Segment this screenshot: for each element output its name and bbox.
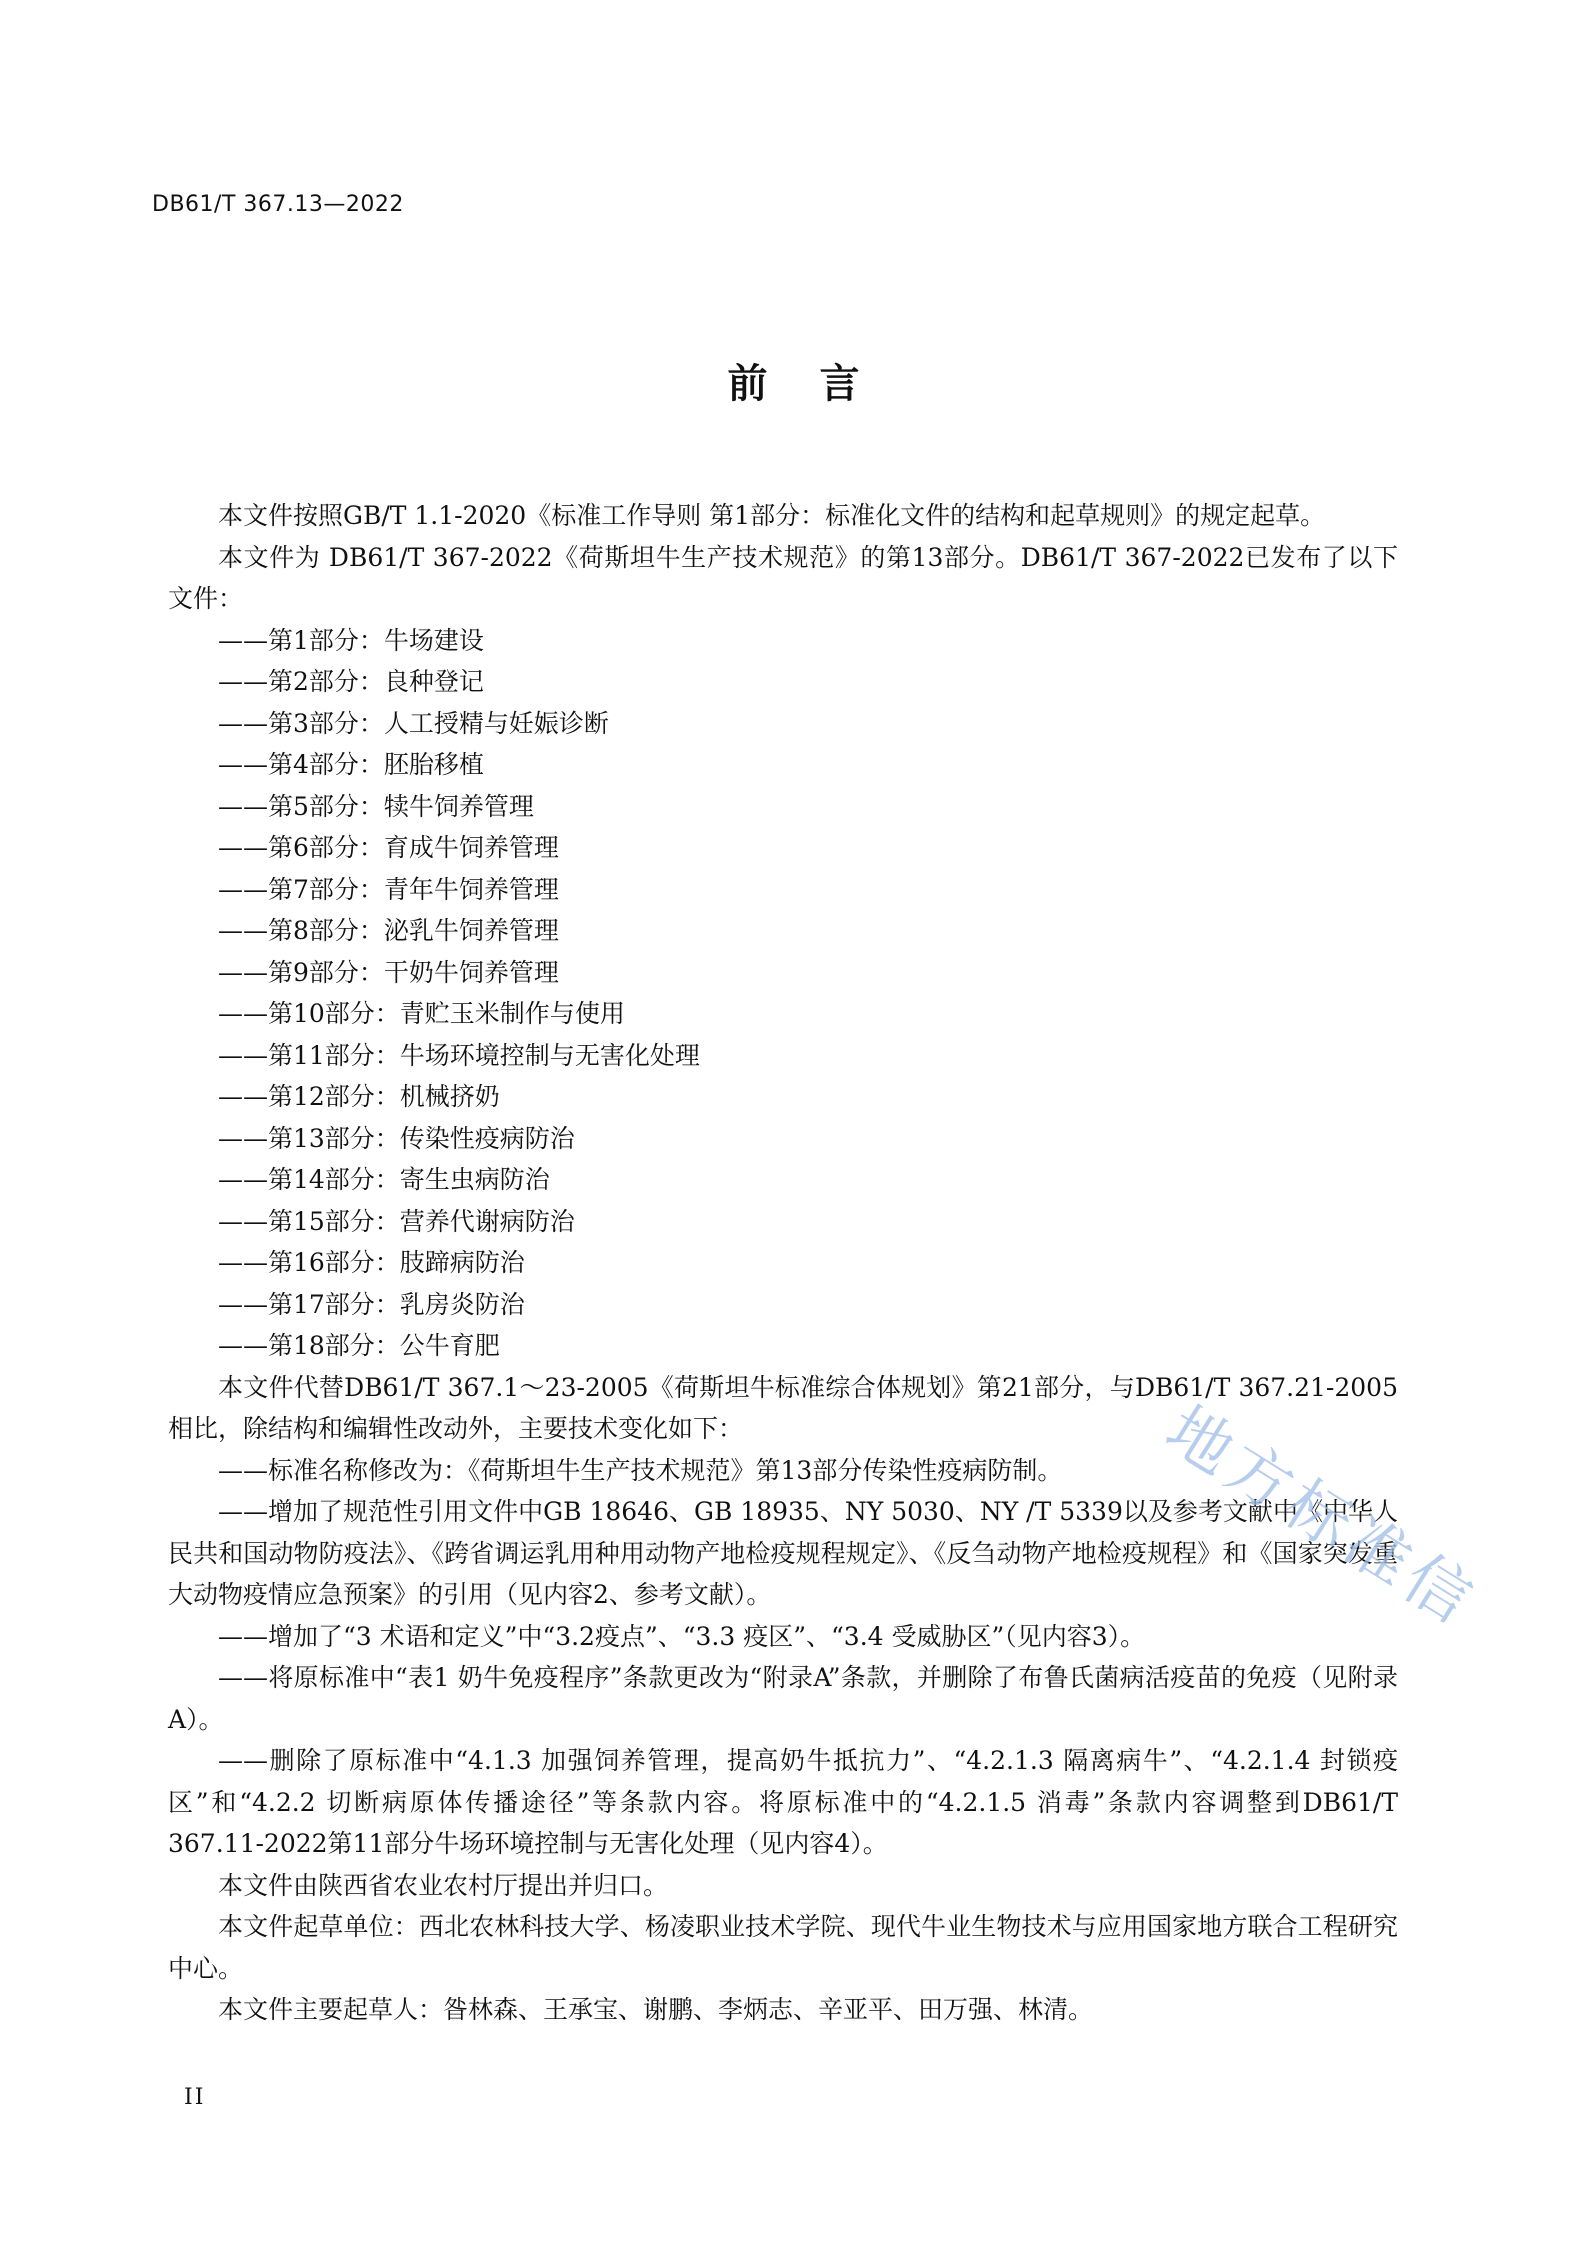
list-item: ——第4部分：胚胎移植 [218,750,484,779]
list-item: ——第10部分：青贮玉米制作与使用 [218,999,625,1028]
page-title: 前言 [727,361,912,407]
document-code: DB61/T 367.13—2022 [152,192,404,217]
list-item: ——第2部分：良种登记 [218,667,484,696]
list-item: ——第6部分：育成牛饲养管理 [218,833,559,862]
list-item: ——第18部分：公牛育肥 [218,1331,500,1360]
paragraph-replacement: 本文件代替DB61/T 367.1～23-2005《荷斯坦牛标准综合体规划》第21部分，与DB61/T 367.21-2005相比，除结构和编辑性改动外，主要技术变化如下： [168,1372,1398,1443]
change-item-terms: ——增加了“3 术语和定义”中“3.2疫点”、“3.3 疫区”、“3.4 受威胁区”（见内容3）。 [218,1621,1146,1651]
list-item: ——第12部分：机械挤奶 [218,1082,500,1111]
paragraph-drafting-units: 本文件起草单位：西北农林科技大学、杨凌职业技术学院、现代牛业生物技术与应用国家地方联合工程研究中心。 [168,1912,1398,1983]
list-item: ——第15部分：营养代谢病防治 [218,1206,575,1236]
list-item: ——第9部分：干奶牛饲养管理 [218,957,559,987]
change-item-title: ——标准名称修改为：《荷斯坦牛生产技术规范》第13部分传染性疫病防制。 [218,1455,1063,1485]
page-number: II [184,2085,206,2110]
watermark: 地方标准信 [1152,1392,1489,1641]
list-item: ——第16部分：肢蹄病防治 [218,1248,525,1277]
list-item: ——第14部分：寄生虫病防治 [218,1165,550,1194]
paragraph-drafting-basis: 本文件按照GB/T 1.1-2020《标准工作导则 第1部分：标准化文件的结构和起草规则》的规定起草。 [218,501,1326,530]
list-item: ——第17部分：乳房炎防治 [218,1289,525,1319]
paragraph-series-intro: 本文件为 DB61/T 367-2022《荷斯坦牛生产技术规范》的第13部分。DB61/T 367-2022已发布了以下文件： [168,542,1398,613]
document-body [168,495,1398,2031]
list-item: ——第11部分：牛场环境控制与无害化处理 [218,1040,700,1070]
change-item-deletions: ——删除了原标准中“4.1.3 加强饲养管理，提高奶牛抵抗力”、“4.2.1.3 隔离病牛”、“4.2.1.4 封锁疫区”和“4.2.2 切断病原体传播途径”等条款内容。将原标准中的“4.2.1.5 消毒”条款内容调整到DB61/T 367.11-2022第11部分牛场环境控制与无害化处理（见内容4）。 [168,1746,1398,1858]
list-item: ——第8部分：泌乳牛饲养管理 [218,916,559,945]
list-item: ——第13部分：传染性疫病防治 [218,1123,575,1153]
change-item-appendix: ——将原标准中“表1 奶牛免疫程序”条款更改为“附录A”条款，并删除了布鲁氏菌病活疫苗的免疫（见附录A）。 [168,1663,1398,1734]
paragraph-drafters: 本文件主要起草人：昝林森、王承宝、谢鹏、李炳志、辛亚平、田万强、林清。 [218,1995,1094,2024]
paragraph-proposer: 本文件由陕西省农业农村厅提出并归口。 [218,1870,669,1900]
list-item: ——第5部分：犊牛饲养管理 [218,791,534,821]
list-item: ——第7部分：青年牛饲养管理 [218,874,559,904]
change-item-references: ——增加了规范性引用文件中GB 18646、GB 18935、NY 5030、NY /T 5339以及参考文献中《中华人民共和国动物防疫法》、《跨省调运乳用种用动物产地检疫规程规定》、《反刍动物产地检疫规程》和《国家突发重大动物疫情应急预案》的引用（见内容2、参考文献）。 [168,1497,1398,1609]
list-item: ——第3部分：人工授精与妊娠诊断 [218,708,609,738]
list-item: ——第1部分：牛场建设 [218,625,484,655]
